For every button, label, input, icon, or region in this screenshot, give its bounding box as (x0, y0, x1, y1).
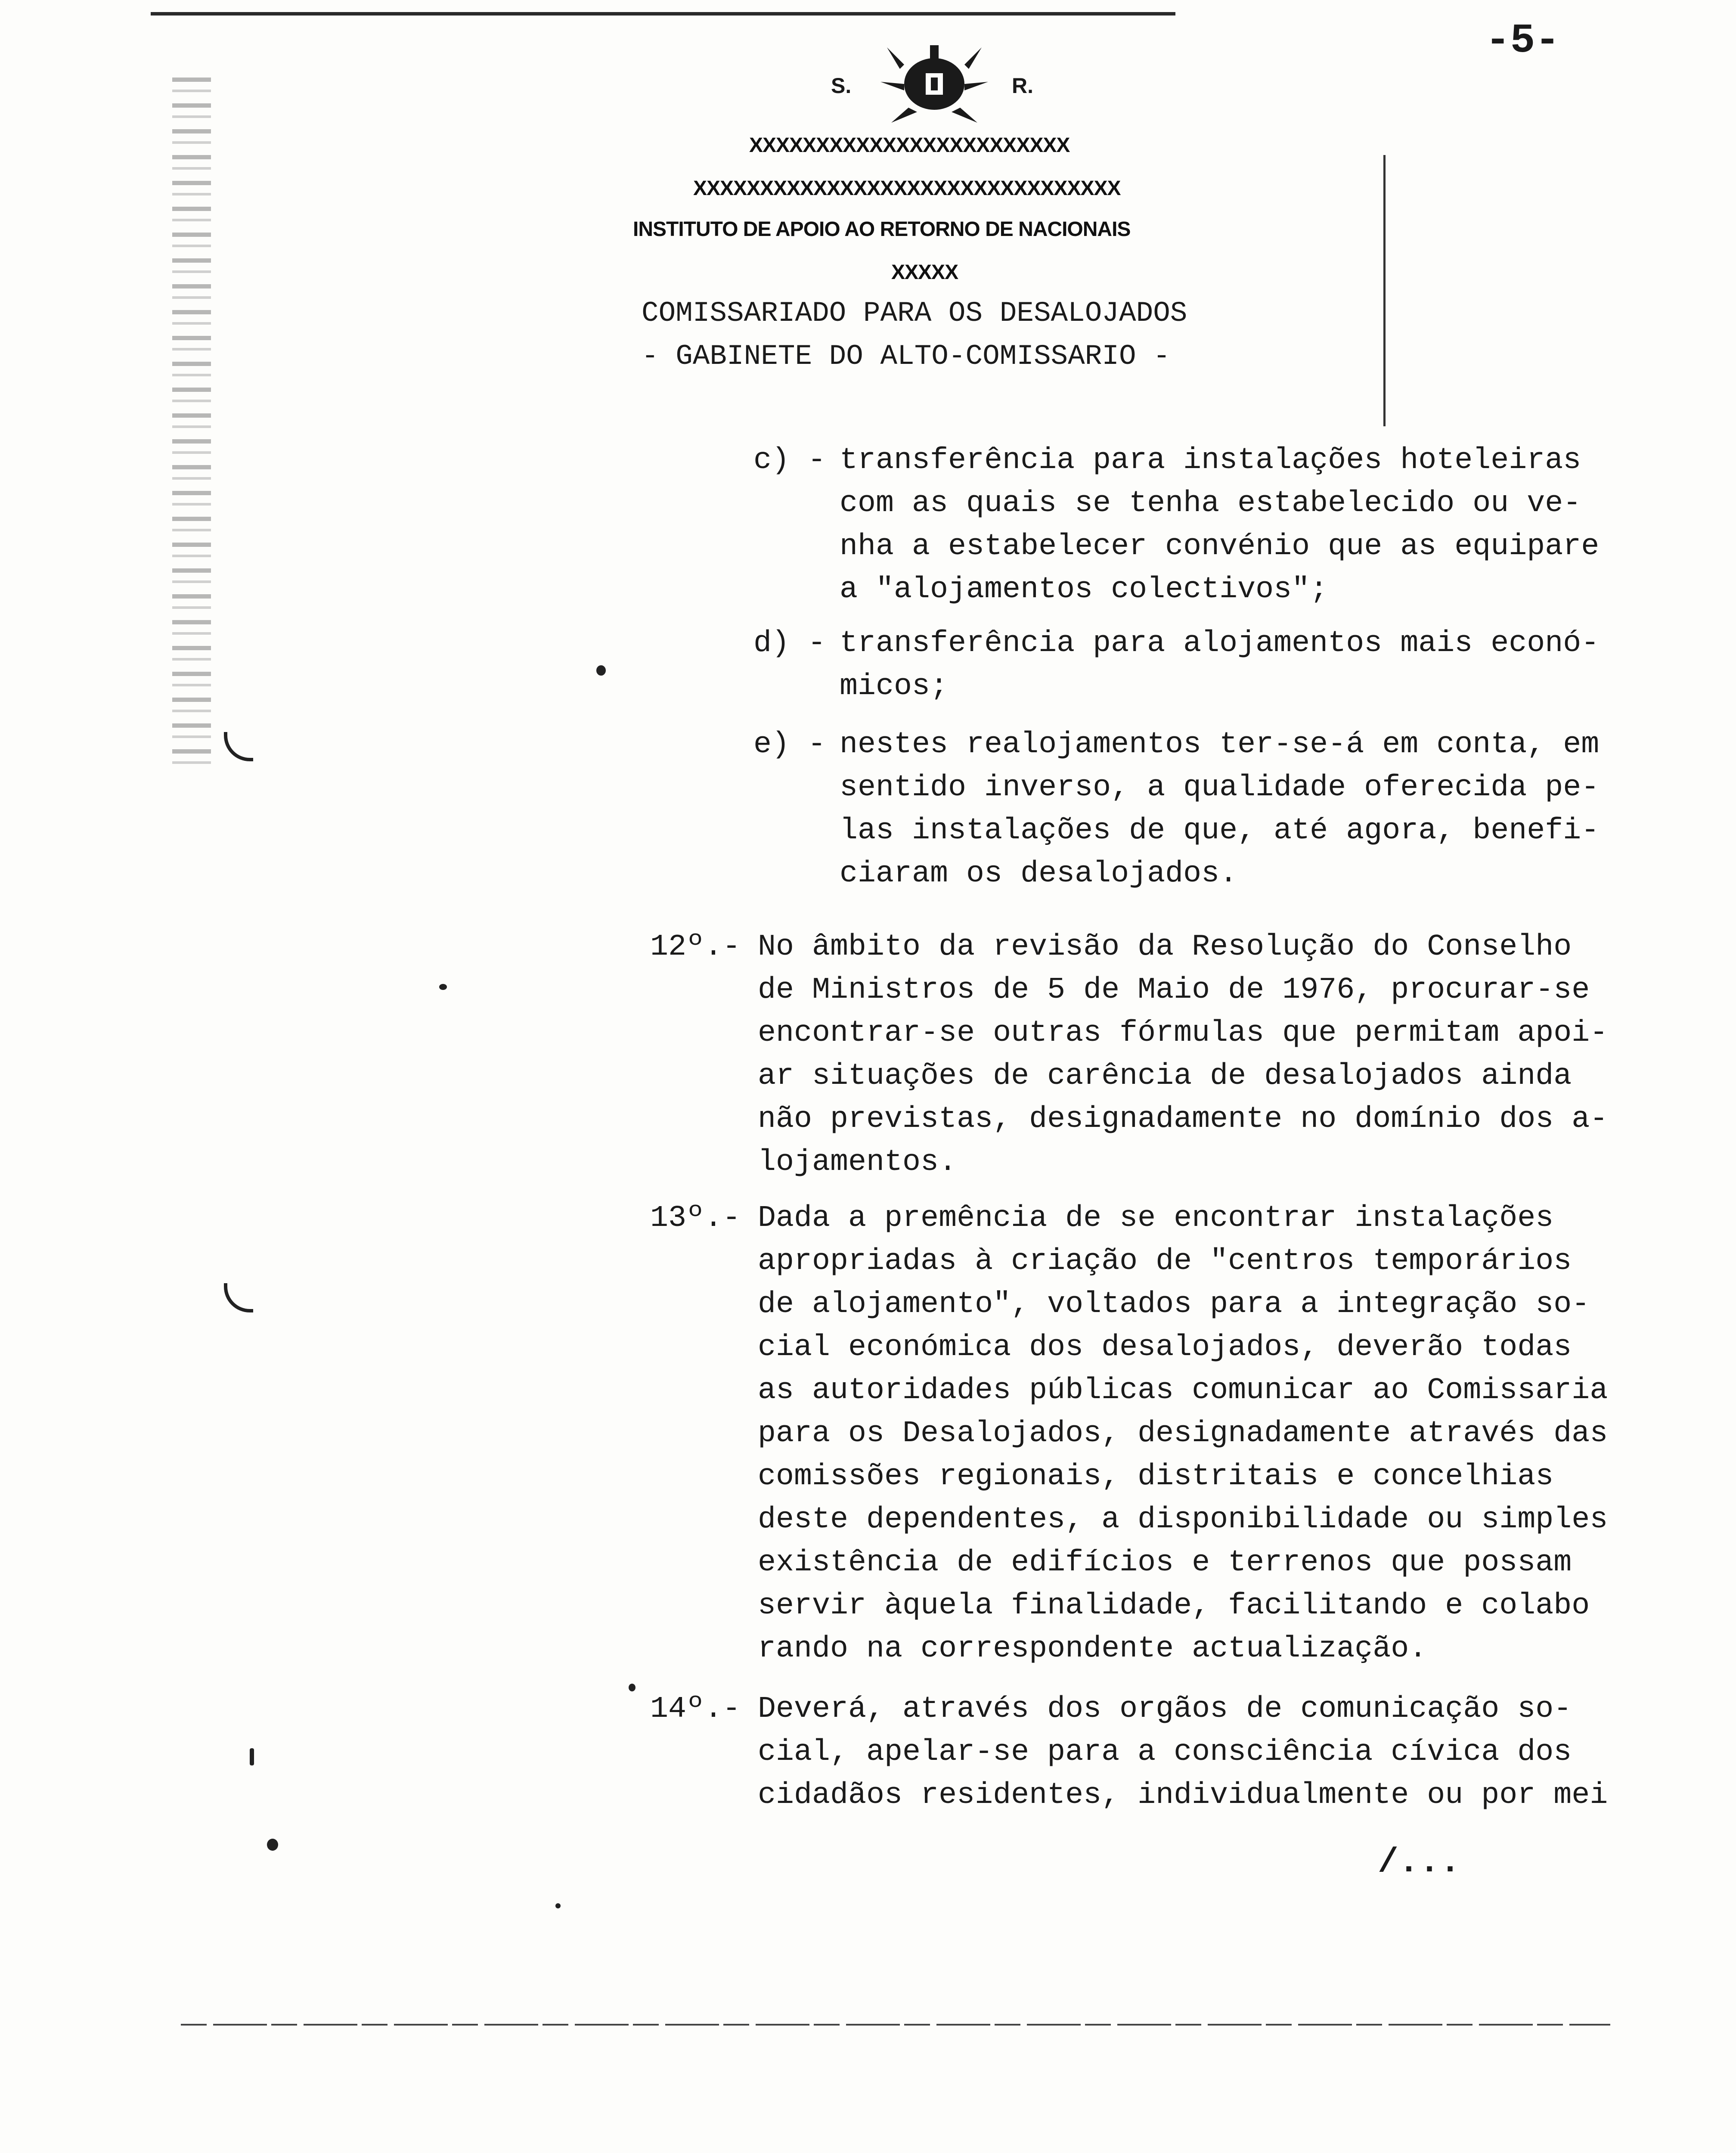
text-line: de alojamento", voltados para a integração so- (758, 1287, 1590, 1322)
text-line: de Ministros de 5 de Maio de 1976, procurar-se (758, 973, 1590, 1007)
item-marker: d) - (753, 627, 826, 661)
item-marker: c) - (753, 444, 826, 478)
text-line: cial, apelar-se para a consciência cívica dos (758, 1735, 1572, 1769)
text-line: a "alojamentos colectivos"; (840, 573, 1328, 607)
text-line: com as quais se tenha estabelecido ou ve- (840, 487, 1581, 521)
top-rule (151, 12, 1175, 16)
text-line: Deverá, através dos orgãos de comunicação so- (758, 1692, 1572, 1726)
text-line: ciaram os desalojados. (840, 857, 1238, 891)
text-line: não previstas, designadamente no domínio dos a- (758, 1102, 1608, 1136)
text-line: servir àquela finalidade, facilitando e colabo (758, 1589, 1590, 1623)
text-line: ar situações de carência de desalojados ainda (758, 1059, 1572, 1093)
item-marker: 14º.- (650, 1692, 741, 1726)
struck-line: XXXXX (891, 261, 958, 284)
scan-mark (224, 732, 253, 761)
item-marker: 13º.- (650, 1201, 741, 1235)
text-line: encontrar-se outras fórmulas que permitam apoi- (758, 1016, 1608, 1050)
text-line: sentido inverso, a qualidade oferecida pe- (840, 771, 1600, 805)
department-name: - GABINETE DO ALTO-COMISSARIO - (642, 340, 1170, 372)
text-line: Dada a premência de se encontrar instalações (758, 1201, 1554, 1235)
text-line: apropriadas à criação de "centros temporários (758, 1244, 1572, 1278)
scan-speck (267, 1839, 278, 1851)
continuation-mark: /... (1378, 1843, 1461, 1882)
text-line: deste dependentes, a disponibilidade ou simples (758, 1503, 1608, 1537)
text-line: transferência para instalações hoteleiras (840, 444, 1581, 478)
item-body (840, 622, 1599, 708)
text-line: comissões regionais, distritais e concelhias (758, 1460, 1554, 1494)
text-line: cidadãos residentes, individualmente ou por mei (758, 1778, 1608, 1812)
text-line: cial económica dos desalojados, deverão todas (758, 1331, 1572, 1365)
text-line: existência de edifícios e terrenos que possam (758, 1546, 1572, 1580)
item-body (758, 1197, 1608, 1671)
text-line: No âmbito da revisão da Resolução do Conselho (758, 930, 1572, 964)
struck-line: INSTITUTO DE APOIO AO RETORNO DE NACIONAIS (633, 218, 1131, 241)
item-body (840, 723, 1599, 896)
page-number: -5- (1485, 17, 1560, 64)
scan-speck (555, 1903, 561, 1908)
item-body (758, 1688, 1608, 1817)
seal-left-letter: S. (831, 74, 852, 98)
item-body (840, 439, 1599, 611)
text-line: micos; (840, 670, 949, 704)
scan-speck (596, 665, 606, 676)
scan-speck (250, 1748, 254, 1765)
binding-shadow (172, 78, 211, 766)
bottom-rule (181, 2024, 1610, 2026)
scan-mark (224, 1283, 253, 1312)
text-line: para os Desalojados, designadamente através das (758, 1417, 1608, 1451)
margin-line (1383, 155, 1386, 426)
text-line: as autoridades públicas comunicar ao Comissaria (758, 1374, 1608, 1408)
text-line: lojamentos. (758, 1145, 957, 1179)
scan-speck (629, 1684, 636, 1691)
text-line: transferência para alojamentos mais econó- (840, 627, 1600, 661)
seal-right-letter: R. (1012, 74, 1033, 98)
text-line: nha a estabelecer convénio que as equipare (840, 530, 1600, 564)
scan-speck (439, 984, 447, 990)
text-line: las instalações de que, até agora, benefi- (840, 814, 1600, 848)
item-marker: 12º.- (650, 930, 741, 964)
struck-line: XXXXXXXXXXXXXXXXXXXXXXXX (749, 134, 1070, 157)
item-body (758, 926, 1608, 1184)
struck-line: XXXXXXXXXXXXXXXXXXXXXXXXXXXXXXXX (693, 177, 1121, 200)
organization-name: COMISSARIADO PARA OS DESALOJADOS (642, 297, 1187, 329)
struck-lines (633, 43, 1236, 301)
item-marker: e) - (753, 728, 826, 762)
text-line: nestes realojamentos ter-se-á em conta, em (840, 728, 1600, 762)
text-line: rando na correspondente actualização. (758, 1632, 1427, 1666)
